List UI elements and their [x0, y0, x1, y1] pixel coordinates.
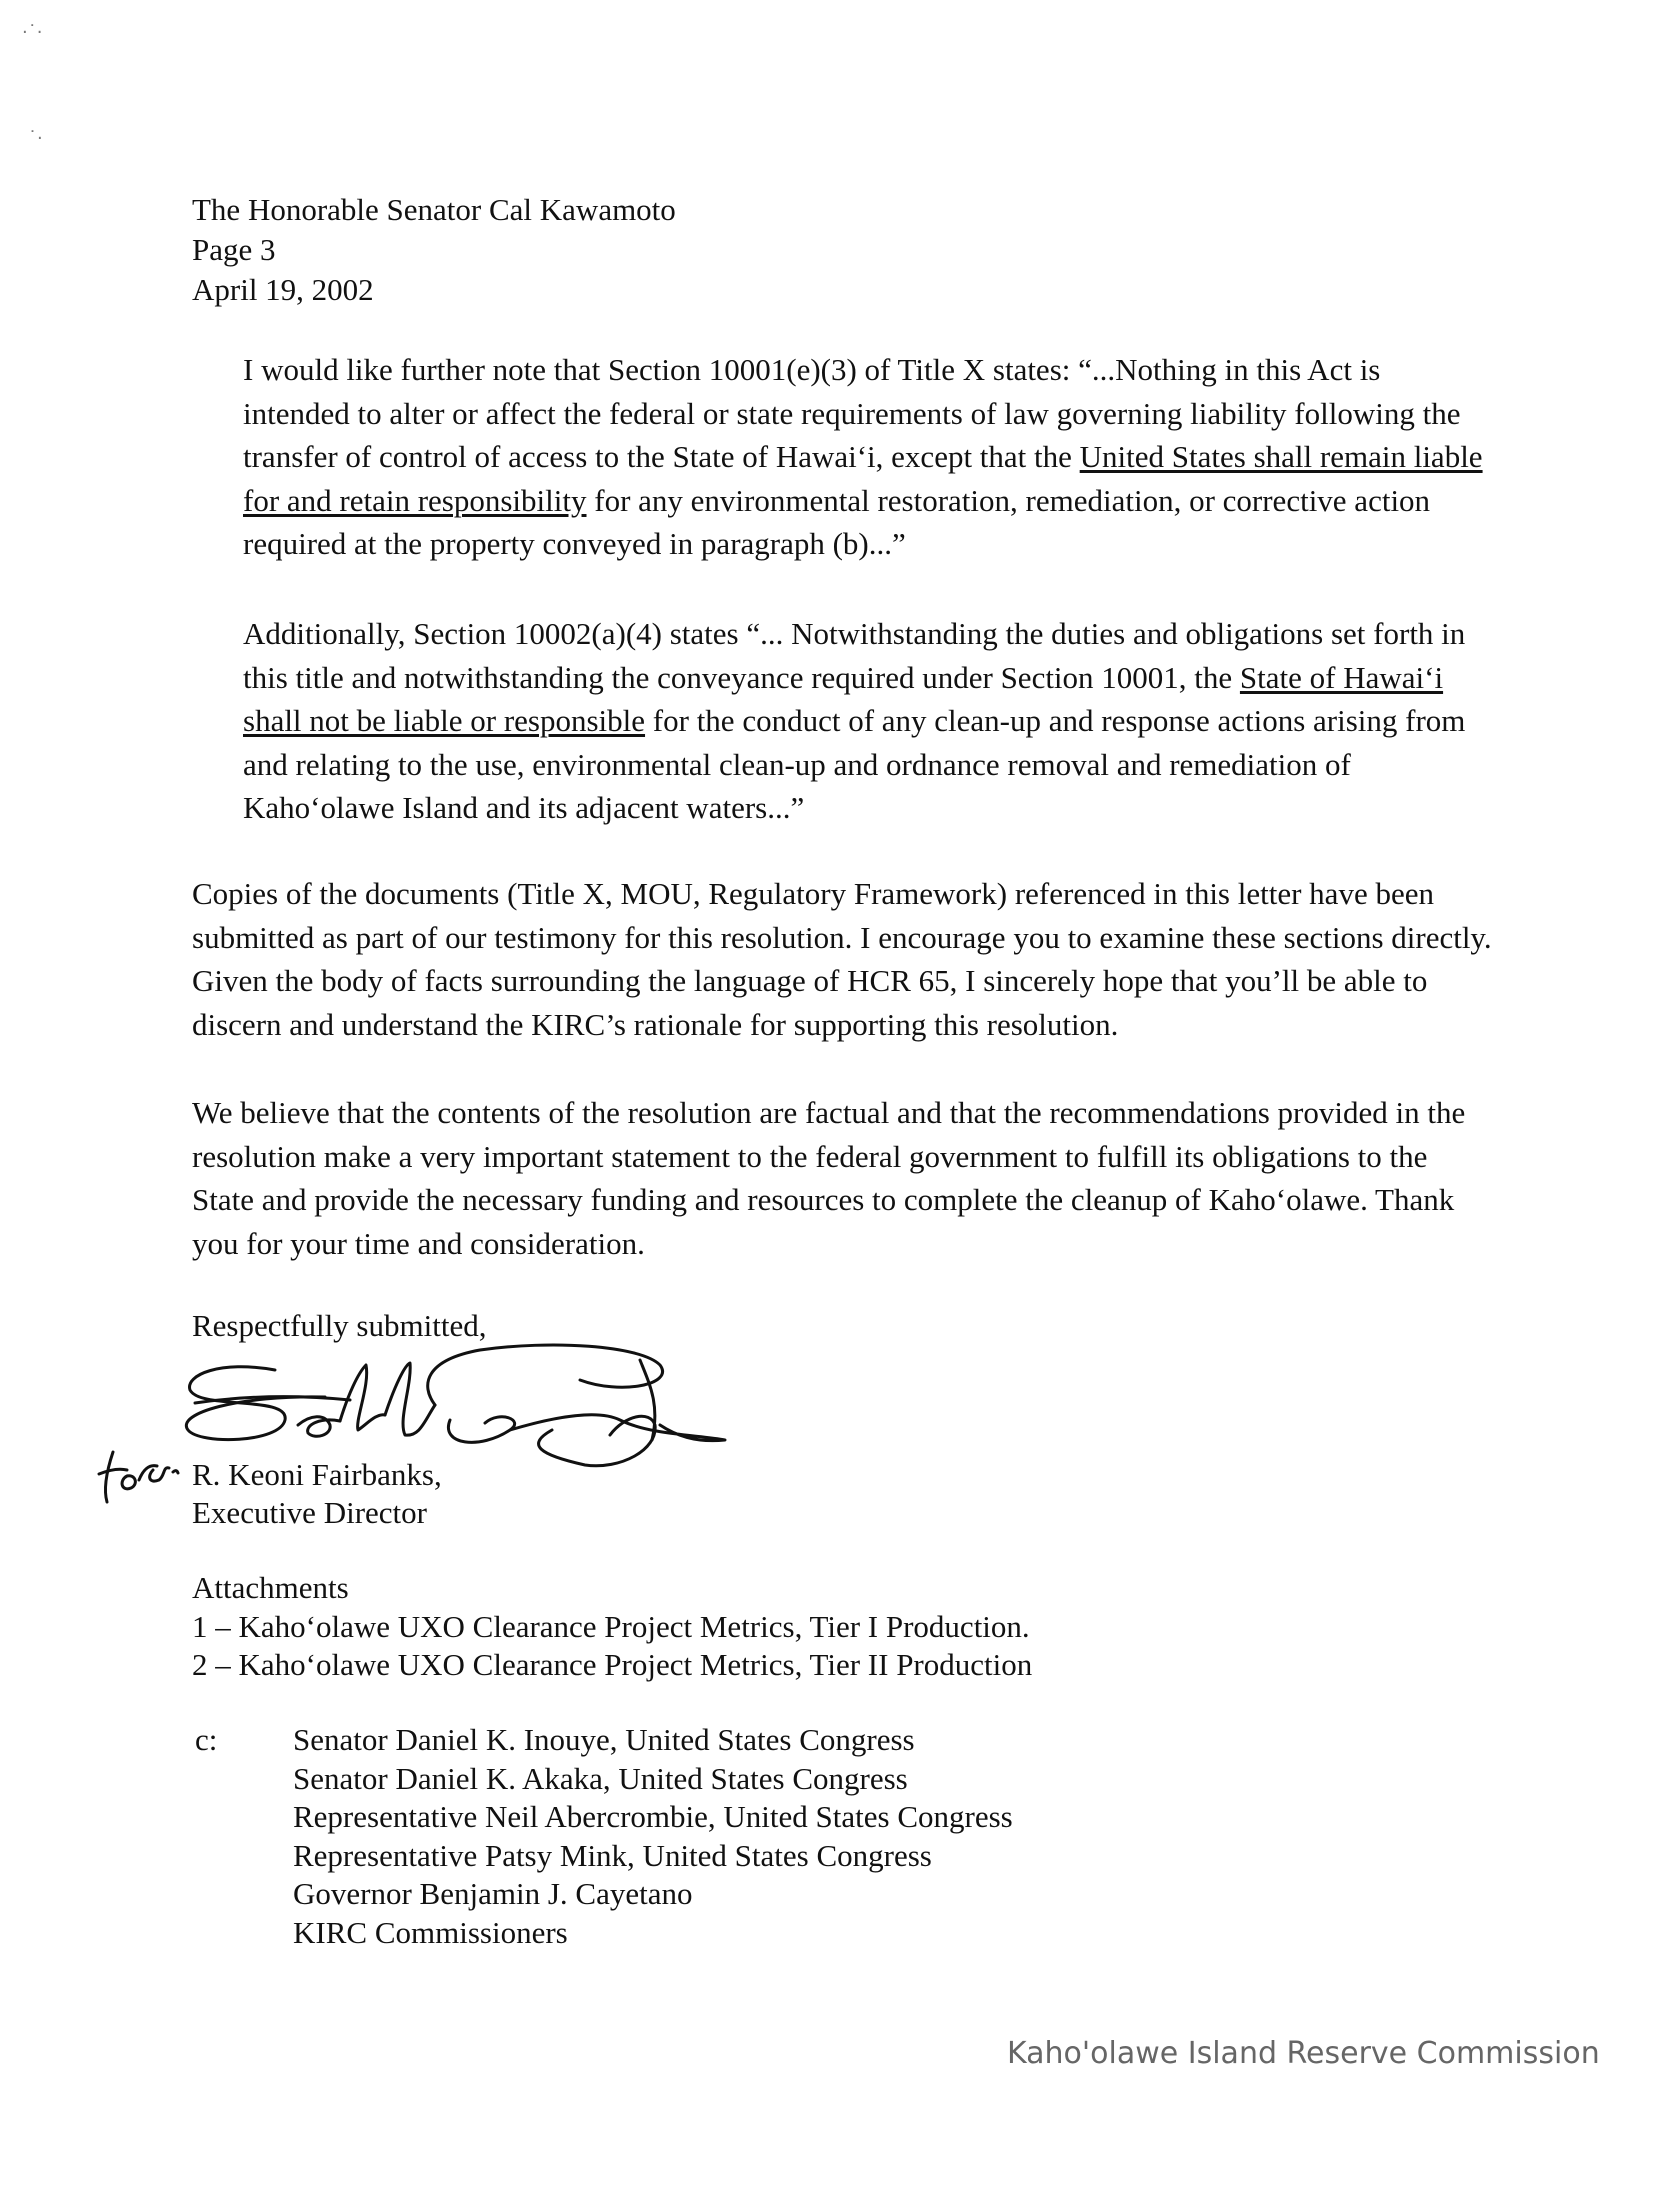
- cc-recipient: KIRC Commissioners: [293, 1914, 568, 1950]
- body-paragraph-4: [192, 1091, 1492, 1265]
- attachments-heading: Attachments: [192, 1570, 349, 1605]
- signer-name: R. Keoni Fairbanks,: [192, 1457, 442, 1492]
- quote-2-underlined: State of Hawai‘i shall not be liable or responsible: [243, 659, 1444, 738]
- cc-recipient: Senator Daniel K. Akaka, United States Congress: [293, 1760, 908, 1796]
- scan-speck: ˙·: [28, 128, 43, 149]
- quote-1-text-start: I would like further note that Section 10001(e)(3) of Title X states: “...Nothing in this Act is intended to alter or affect the federal or state requirements of law governing liability following the transfer of control of access to the State of Hawai‘i, except that the: [243, 352, 1461, 474]
- handwritten-for-mark: [95, 1440, 185, 1510]
- cc-recipient-list: [293, 1721, 1013, 1952]
- cc-recipient: Senator Daniel K. Inouye, United States Congress: [293, 1722, 915, 1757]
- body-paragraph-4-text: We believe that the contents of the resolution are factual and that the recommendations provided in the resolution make a very important statement to the federal government to fulfill its obligations to the State and provide the necessary funding and resources to complete the cleanup of Kaho‘olawe. Thank you for your time and consideration.: [192, 1095, 1466, 1261]
- quote-1-text-end: for any environmental restoration, remediation, or corrective action required at the property conveyed in paragraph (b)...”: [243, 482, 1431, 561]
- cc-recipient: Representative Patsy Mink, United States Congress: [293, 1837, 932, 1873]
- letter-date: April 19, 2002: [192, 272, 374, 307]
- footer-organization: Kaho'olawe Island Reserve Commission: [1007, 2036, 1600, 2071]
- cc-label: c:: [195, 1722, 218, 1757]
- signature: [180, 1325, 740, 1475]
- signer-title: Executive Director: [192, 1495, 427, 1530]
- body-paragraph-3: [192, 872, 1492, 1046]
- quote-1-underlined: United States shall remain liable for and retain responsibility: [243, 439, 1483, 518]
- attachment-item-1: 1 – Kaho‘olawe UXO Clearance Project Metrics, Tier I Production.: [192, 1609, 1030, 1644]
- closing-salutation: Respectfully submitted,: [192, 1308, 487, 1343]
- quote-paragraph-1: [243, 348, 1493, 566]
- cc-recipient: Representative Neil Abercrombie, United States Congress: [293, 1799, 1013, 1834]
- quote-paragraph-2: [243, 612, 1493, 830]
- quote-2-text-start: Additionally, Section 10002(a)(4) states “... Notwithstanding the duties and obligations set forth in this title and notwithstanding the conveyance required under Section 10001, the: [243, 616, 1466, 695]
- cc-recipient: Governor Benjamin J. Cayetano: [293, 1876, 693, 1911]
- body-paragraph-3-text: Copies of the documents (Title X, MOU, Regulatory Framework) referenced in this letter have been submitted as part of our testimony for this resolution. I encourage you to examine these sections directly. Given the body of facts surrounding the language of HCR 65, I sincerely hope that you’ll be able to discern and understand the KIRC’s rationale for supporting this resolution.: [192, 876, 1492, 1042]
- scan-speck: ·˙·: [22, 22, 43, 43]
- page-number: Page 3: [192, 232, 276, 267]
- recipient-line: The Honorable Senator Cal Kawamoto: [192, 192, 676, 227]
- quote-2-text-end: for the conduct of any clean-up and response actions arising from and relating to the use, environmental clean-up and ordnance removal and remediation of Kaho‘olawe Island and its adjacent waters...”: [243, 703, 1466, 825]
- attachment-item-2: 2 – Kaho‘olawe UXO Clearance Project Metrics, Tier II Production: [192, 1647, 1033, 1682]
